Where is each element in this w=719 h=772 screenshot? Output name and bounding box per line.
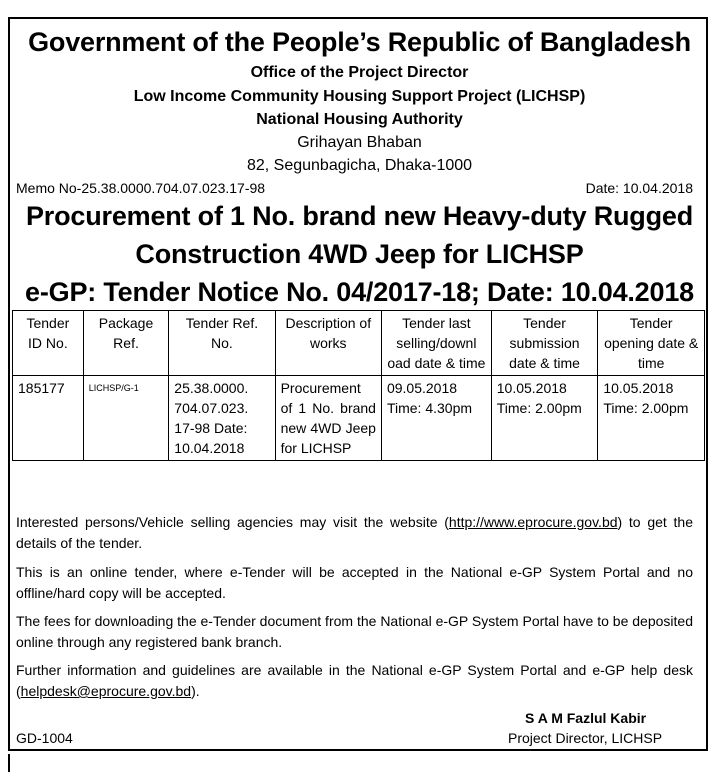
title-line-2: Construction 4WD Jeep for LICHSP — [135, 239, 584, 269]
memo-number: Memo No-25.38.0000.704.07.023.17-98 — [16, 180, 266, 196]
cell-package-ref: LICHSP/G-1 — [83, 376, 169, 461]
eprocure-website-link[interactable]: http://www.eprocure.gov.bd — [448, 514, 618, 530]
cell-description: Procurement of 1 No. brand new 4WD Jeep for LICHSP — [275, 376, 381, 461]
title-line-1: Procurement of 1 No. brand new Heavy-duty Rugged — [26, 201, 693, 231]
office-heading: Office of the Project Director — [250, 64, 469, 81]
header-description: Description of works — [275, 311, 381, 376]
paragraph-website-text: Interested persons/Vehicle selling agencies may visit the website ( — [16, 514, 449, 530]
cell-tender-id: 185177 — [13, 376, 84, 461]
paragraph-website — [16, 512, 693, 554]
header-opening: Tender opening date & time — [598, 311, 705, 376]
memo-date: Date: 10.04.2018 — [585, 180, 693, 196]
header-tender-ref: Tender Ref. No. — [169, 311, 275, 376]
tender-table — [12, 310, 705, 461]
cell-opening: 10.05.2018 Time: 2.00pm — [598, 376, 705, 461]
cell-tender-ref: 25.38.0000. 704.07.023. 17-98 Date: 10.04.2018 — [169, 376, 275, 461]
government-heading: Government of the People’s Republic of Bangladesh — [28, 27, 691, 57]
paragraph-helpdesk — [16, 660, 693, 702]
address: 82, Segunbagicha, Dhaka-1000 — [246, 157, 473, 174]
helpdesk-email-link[interactable]: helpdesk@eprocure.gov.bd — [20, 683, 192, 699]
header-package-ref: Package Ref. — [83, 311, 169, 376]
signatory-designation: Project Director, LICHSP — [508, 730, 663, 746]
paragraph-fees: The fees for downloading the e-Tender document from the National e-GP System Portal have to be deposited online through any registered bank branch. — [16, 613, 693, 650]
header-last-selling: Tender last selling/downl oad date & time — [381, 311, 491, 376]
gd-code: GD-1004 — [16, 730, 73, 746]
authority-heading: National Housing Authority — [256, 111, 463, 128]
paragraph-website-text-end: ) to get the details of the tender. — [16, 514, 693, 551]
project-heading: Low Income Community Housing Support Project (LICHSP) — [133, 88, 586, 105]
header-submission: Tender submission date & time — [491, 311, 598, 376]
header-tender-id: Tender ID No. — [13, 311, 84, 376]
paragraph-helpdesk-text-end: ). — [191, 683, 200, 699]
cell-submission: 10.05.2018 Time: 2.00pm — [491, 376, 598, 461]
building-name: Grihayan Bhaban — [297, 134, 422, 151]
paragraph-helpdesk-text: Further information and guidelines are available in the National e-GP System Portal and e-GP help desk ( — [16, 662, 693, 699]
table-row — [13, 376, 705, 461]
border-stub — [8, 754, 10, 772]
signatory-name: S A M Fazlul Kabir — [525, 710, 647, 726]
cell-last-selling: 09.05.2018 Time: 4.30pm — [381, 376, 491, 461]
table-header-row — [13, 311, 705, 376]
title-line-3: e-GP: Tender Notice No. 04/2017-18; Date: 10.04.2018 — [25, 277, 694, 307]
paragraph-online-tender: This is an online tender, where e-Tender will be accepted in the National e-GP System Portal and no offline/hard copy will be accepted. — [16, 564, 693, 601]
